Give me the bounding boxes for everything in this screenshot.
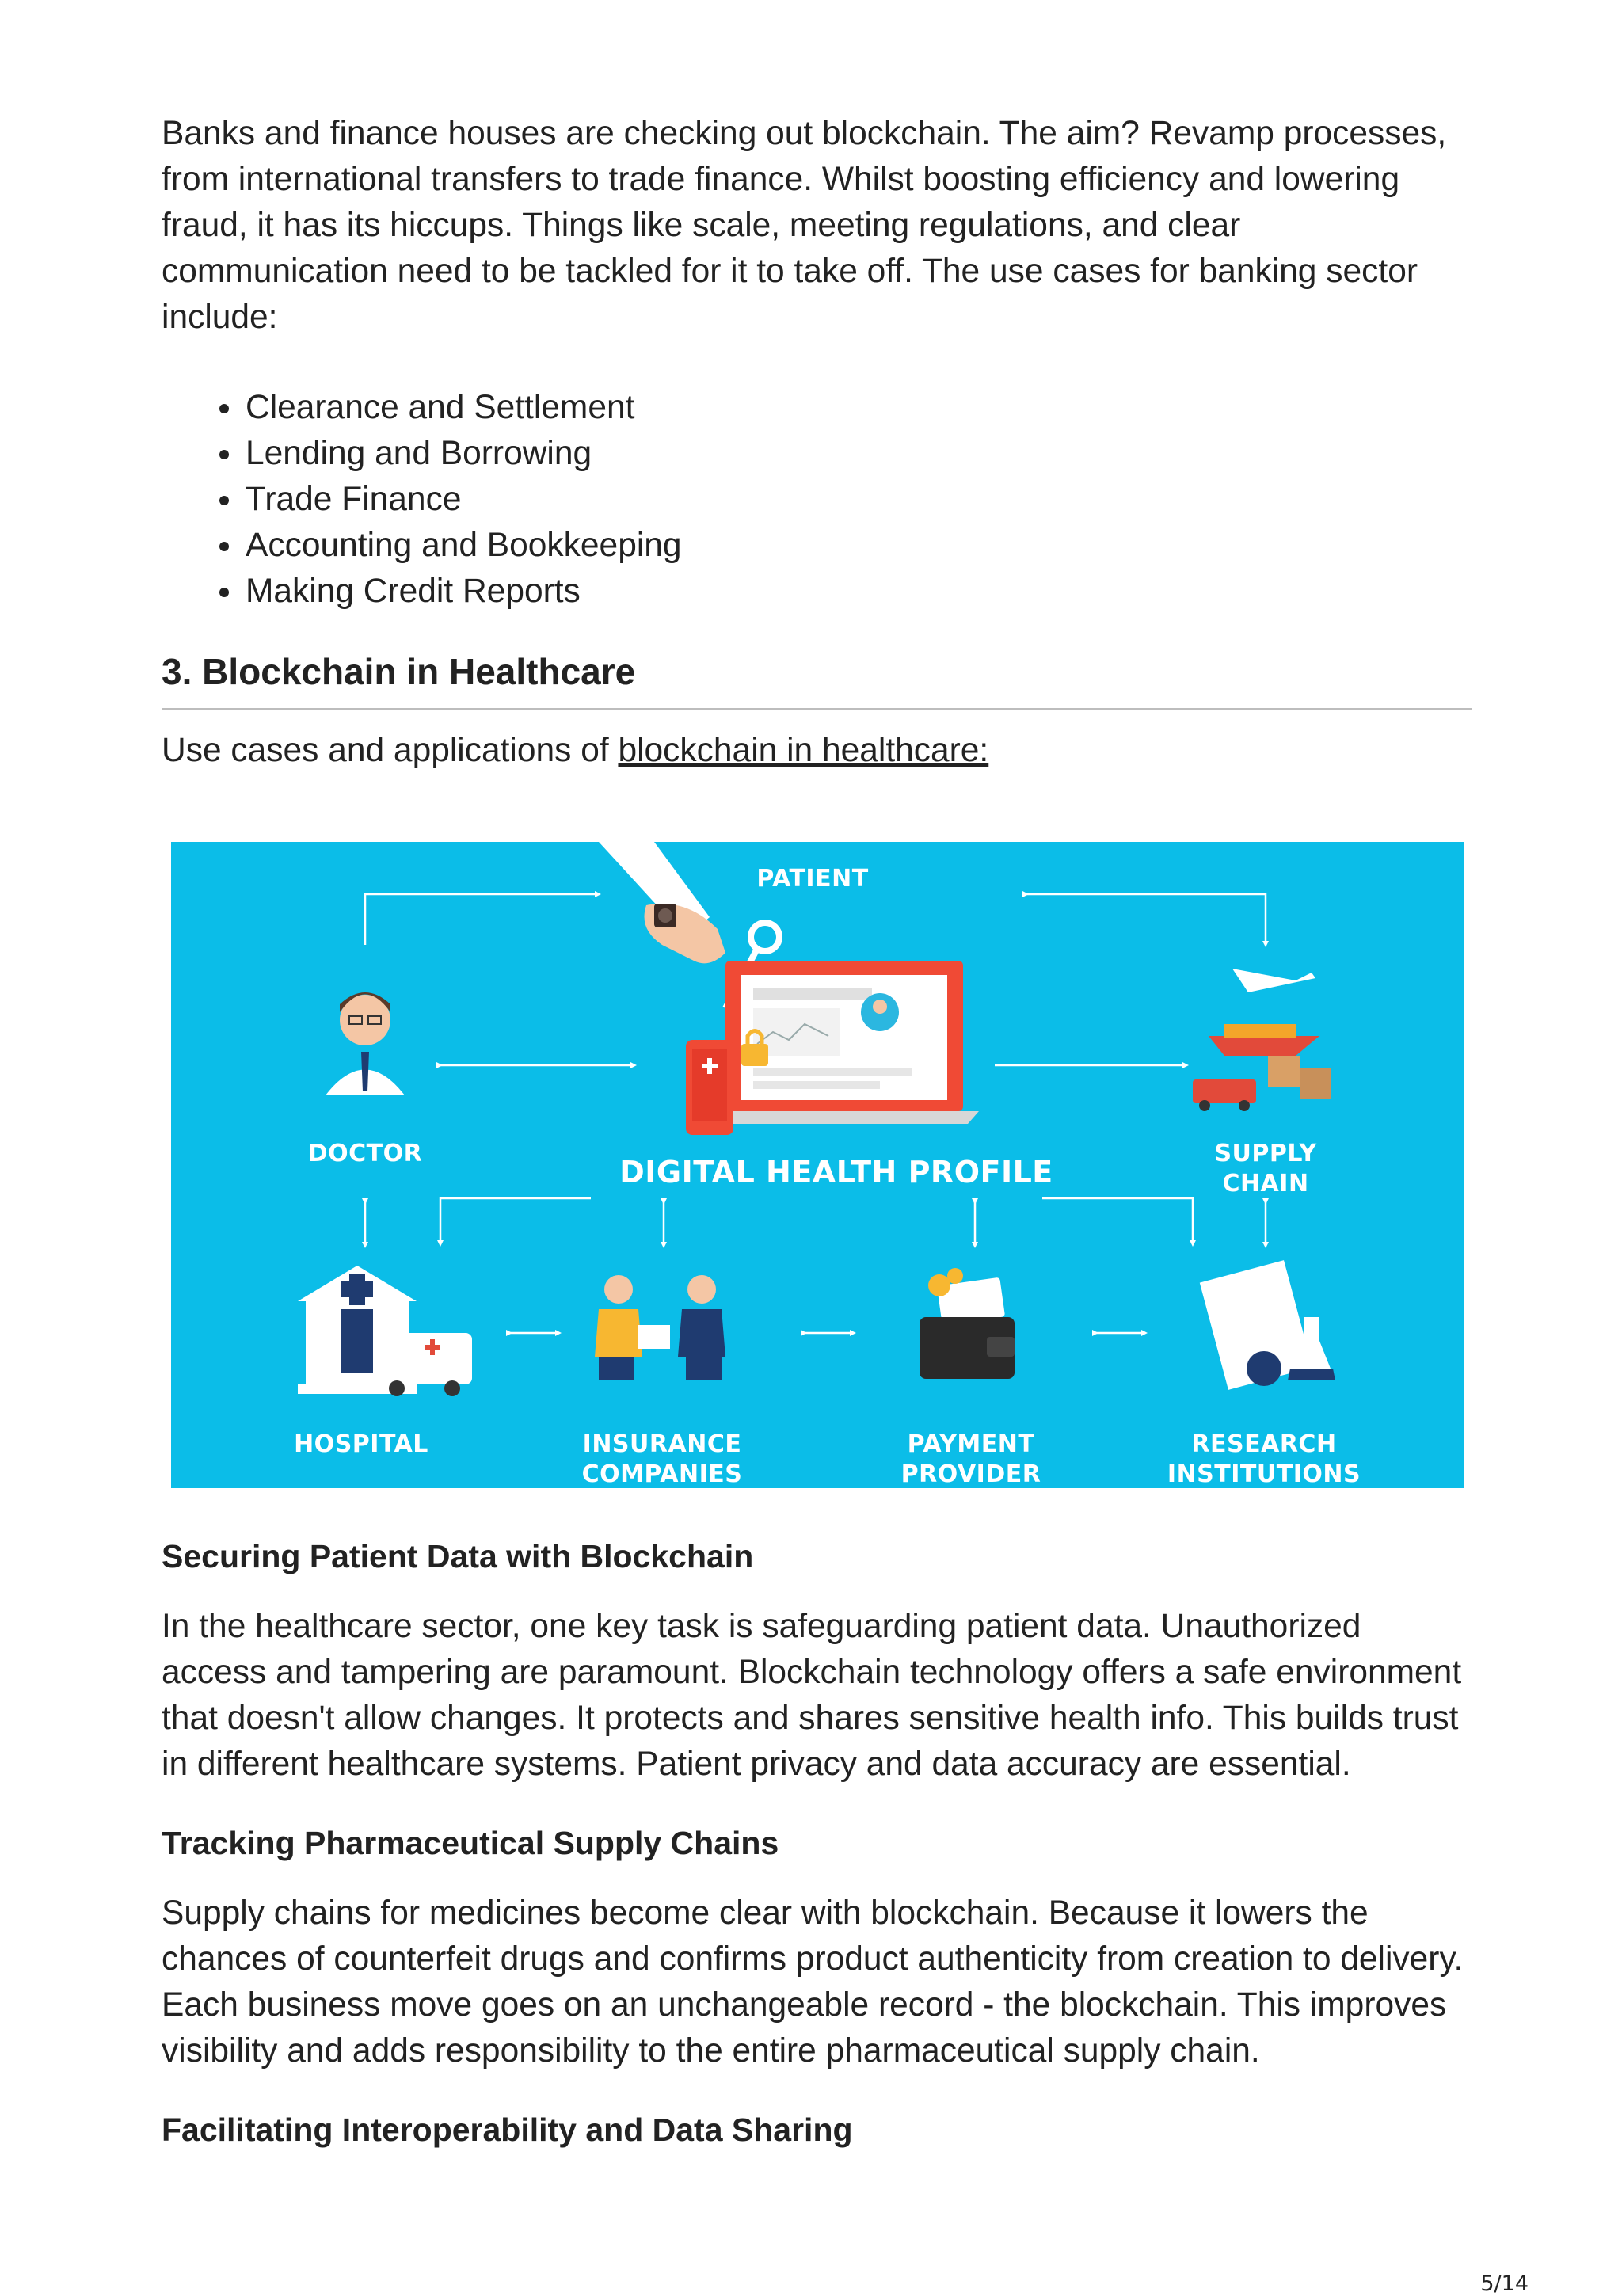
supply-chain-icon xyxy=(1193,969,1331,1111)
doctor-label: DOCTOR xyxy=(307,1140,423,1167)
subsection-heading: Facilitating Interoperability and Data Sharing xyxy=(162,2111,853,2148)
healthcare-infographic xyxy=(171,842,1464,1488)
subsection-securing-data xyxy=(162,1536,1472,1788)
subsection-interoperability xyxy=(162,2109,1472,2150)
hospital-label: HOSPITAL xyxy=(294,1430,428,1458)
digital-health-profile-label: DIGITAL HEALTH PROFILE xyxy=(619,1155,1053,1190)
banking-use-case-list xyxy=(162,385,1472,615)
document-page xyxy=(162,111,1472,2185)
page-number: 5/14 xyxy=(1480,2271,1529,2296)
blockchain-healthcare-link[interactable]: blockchain in healthcare: xyxy=(618,732,989,769)
payment-label-line2: PROVIDER xyxy=(900,1460,1041,1488)
subsection-paragraph: Supply chains for medicines become clear with blockchain. Because it lowers the chances of counterfeit drugs and confirms product authenticity from creation to delivery. Each business move goes on an unchangeable record - the blockchain. This improves visibility and adds responsibility to the entire pharmaceutical supply chain. xyxy=(162,1894,1464,2069)
subsection-heading: Securing Patient Data with Blockchain xyxy=(162,1538,754,1574)
section-intro-text: Use cases and applications of xyxy=(162,732,619,769)
section-intro xyxy=(162,728,1472,774)
research-flask-icon xyxy=(1200,1260,1335,1390)
research-label-line1: RESEARCH xyxy=(1191,1430,1337,1458)
list-item: • Clearance and Settlement xyxy=(244,385,1472,431)
subsection-paragraph: In the healthcare sector, one key task is safeguarding patient data. Unauthorized access and tampering are paramount. Blockchain technology offers a safe environment that doesn't allow changes. It protects and shares sensitive health info. This builds trust in different healthcare systems. Patient privacy and data accuracy are essential. xyxy=(162,1608,1462,1783)
wallet-icon xyxy=(920,1268,1015,1379)
payment-provider-label xyxy=(876,1430,1066,1488)
subsection-heading: Tracking Pharmaceutical Supply Chains xyxy=(162,1825,779,1861)
payment-label-line1: PAYMENT xyxy=(907,1430,1035,1458)
laptop-icon xyxy=(686,961,979,1135)
list-item: • Making Credit Reports xyxy=(244,569,1472,615)
supply-chain-label: SUPPLY CHAIN xyxy=(1214,1140,1317,1197)
insurance-people-icon xyxy=(595,1275,725,1380)
section-heading: 3. Blockchain in Healthcare xyxy=(162,649,1472,710)
subsections xyxy=(162,1536,1472,2150)
research-label-line2: INSTITUTIONS xyxy=(1167,1460,1361,1488)
subsection-supply-chains xyxy=(162,1822,1472,2074)
research-institutions-label xyxy=(1161,1430,1367,1488)
patient-label: PATIENT xyxy=(756,865,869,893)
insurance-label-line2: COMPANIES xyxy=(581,1460,743,1488)
doctor-icon xyxy=(326,992,405,1095)
list-item: • Trade Finance xyxy=(244,477,1472,523)
insurance-label-line1: INSURANCE xyxy=(582,1430,742,1458)
hospital-icon xyxy=(298,1266,472,1396)
list-item: • Accounting and Bookkeeping xyxy=(244,523,1472,569)
list-item: • Lending and Borrowing xyxy=(244,431,1472,477)
insurance-companies-label xyxy=(567,1430,757,1488)
banking-intro-paragraph: Banks and finance houses are checking out blockchain. The aim? Revamp processes, from international transfers to trade finance. Whilst boosting efficiency and lowering fraud, it has its hiccups. Things like scale, meeting regulations, and clear communication need to be tackled for it to take off. The use cases for banking sector include: xyxy=(162,115,1447,336)
